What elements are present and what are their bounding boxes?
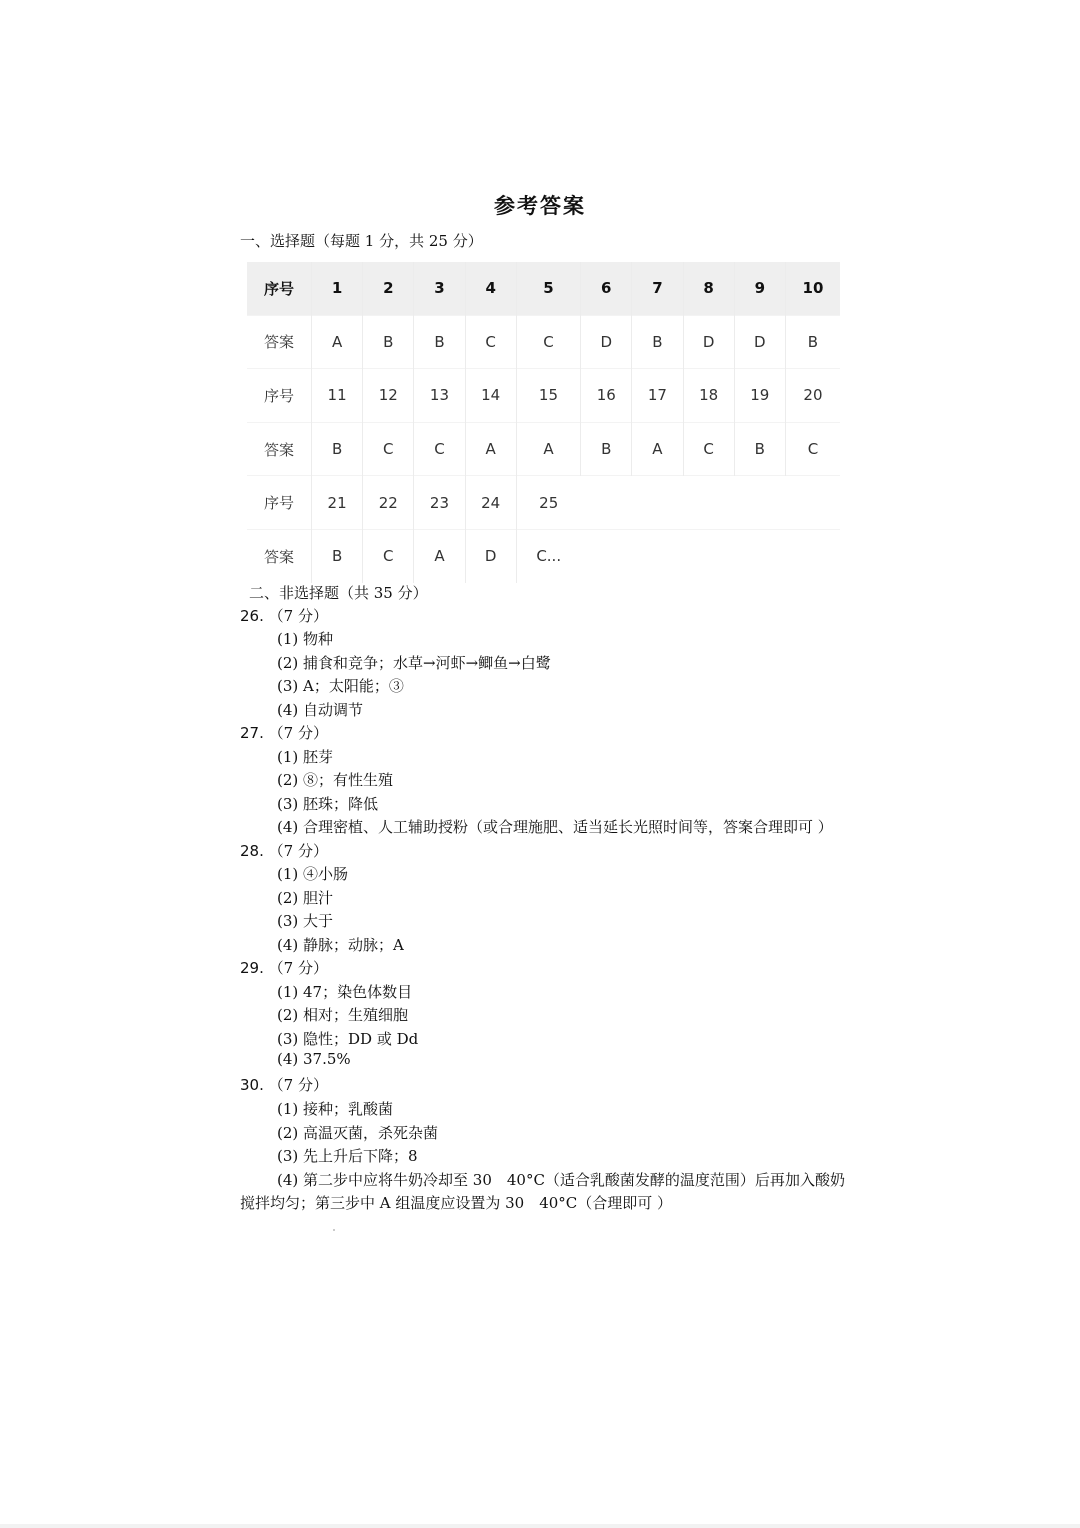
answer-table-row bbox=[247, 369, 840, 423]
table-cell: D bbox=[683, 315, 734, 369]
answer-line: (4) 静脉；动脉；A bbox=[277, 936, 404, 954]
question-number: 29. bbox=[240, 959, 264, 977]
table-cell: A bbox=[632, 422, 683, 476]
table-cell: 22 bbox=[363, 476, 414, 530]
question-number: 26. bbox=[240, 607, 264, 625]
table-cell: C bbox=[785, 422, 840, 476]
table-cell bbox=[785, 529, 840, 582]
answer-line: (2) ⑧；有性生殖 bbox=[277, 771, 394, 789]
question-score: （7 分） bbox=[268, 607, 328, 625]
table-cell: 5 bbox=[516, 262, 580, 315]
answer-line: (3) 先上升后下降；8 bbox=[277, 1147, 418, 1165]
question-score: （7 分） bbox=[268, 842, 328, 860]
table-cell: B bbox=[312, 529, 363, 582]
table-cell: C bbox=[414, 422, 465, 476]
table-cell bbox=[581, 476, 632, 530]
answer-table-row bbox=[247, 529, 840, 582]
question-30-header bbox=[240, 1074, 328, 1095]
answer-line: (1) ④小肠 bbox=[277, 865, 349, 883]
table-cell: 15 bbox=[516, 369, 580, 423]
row-label: 答案 bbox=[247, 529, 312, 582]
answer-line: (4) 37.5% bbox=[277, 1050, 351, 1068]
table-cell: B bbox=[734, 422, 785, 476]
table-cell: 11 bbox=[312, 369, 363, 423]
answer-line-continuation: 搅拌均匀；第三步中 A 组温度应设置为 30 40°C（合理即可 ） bbox=[240, 1194, 673, 1212]
table-cell: 25 bbox=[516, 476, 580, 530]
answer-line: (3) 隐性；DD 或 Dd bbox=[277, 1030, 419, 1048]
table-cell: 7 bbox=[632, 262, 683, 315]
table-cell: 24 bbox=[465, 476, 516, 530]
answer-line: (3) A；太阳能；③ bbox=[277, 677, 404, 695]
table-cell: 18 bbox=[683, 369, 734, 423]
table-cell: B bbox=[785, 315, 840, 369]
table-cell: C bbox=[683, 422, 734, 476]
answer-table-row bbox=[247, 315, 840, 369]
question-29-header bbox=[240, 957, 328, 978]
answer-line: (2) 相对；生殖细胞 bbox=[277, 1006, 409, 1024]
scan-speck bbox=[333, 1229, 335, 1231]
table-cell: 13 bbox=[414, 369, 465, 423]
table-cell: 9 bbox=[734, 262, 785, 315]
row-label: 序号 bbox=[247, 369, 312, 423]
table-cell: A bbox=[465, 422, 516, 476]
answer-line: (2) 胆汁 bbox=[277, 889, 334, 907]
table-cell: 2 bbox=[363, 262, 414, 315]
row-label: 答案 bbox=[247, 315, 312, 369]
table-cell bbox=[632, 529, 683, 582]
page-title: 参考答案 bbox=[494, 193, 586, 218]
question-number: 30. bbox=[240, 1076, 264, 1094]
table-cell: C... bbox=[516, 529, 580, 582]
table-cell: A bbox=[516, 422, 580, 476]
table-cell: B bbox=[312, 422, 363, 476]
answer-line: (3) 大于 bbox=[277, 912, 334, 930]
question-score: （7 分） bbox=[268, 959, 328, 977]
answer-line: (1) 接种；乳酸菌 bbox=[277, 1100, 394, 1118]
answer-line: (4) 第二步中应将牛奶冷却至 30 40°C（适合乳酸菌发酵的温度范围）后再加入酸奶 bbox=[277, 1171, 845, 1189]
table-cell: D bbox=[734, 315, 785, 369]
section2-heading: 二、非选择题（共 35 分） bbox=[249, 584, 428, 602]
answer-table-row bbox=[247, 422, 840, 476]
table-cell: 4 bbox=[465, 262, 516, 315]
row-label: 序号 bbox=[247, 262, 312, 315]
table-cell: 19 bbox=[734, 369, 785, 423]
table-cell: 20 bbox=[785, 369, 840, 423]
table-cell: D bbox=[465, 529, 516, 582]
question-number: 27. bbox=[240, 724, 264, 742]
table-cell bbox=[683, 529, 734, 582]
answer-line: (2) 捕食和竞争；水草→河虾→鲫鱼→白鹭 bbox=[277, 654, 551, 672]
table-cell bbox=[632, 476, 683, 530]
table-cell: 23 bbox=[414, 476, 465, 530]
answer-line: (1) 胚芽 bbox=[277, 748, 334, 766]
table-cell: 6 bbox=[581, 262, 632, 315]
answer-line: (2) 高温灭菌，杀死杂菌 bbox=[277, 1124, 439, 1142]
answer-line: (4) 自动调节 bbox=[277, 701, 364, 719]
answer-table bbox=[247, 262, 840, 583]
answer-line: (3) 胚珠；降低 bbox=[277, 795, 379, 813]
question-number: 28. bbox=[240, 842, 264, 860]
table-cell: 1 bbox=[312, 262, 363, 315]
question-26-header bbox=[240, 605, 328, 626]
table-cell: 12 bbox=[363, 369, 414, 423]
table-cell: 8 bbox=[683, 262, 734, 315]
answer-table-row bbox=[247, 476, 840, 530]
table-cell bbox=[734, 529, 785, 582]
page-bottom-edge bbox=[0, 1524, 1080, 1528]
row-label: 序号 bbox=[247, 476, 312, 530]
row-label: 答案 bbox=[247, 422, 312, 476]
answer-line: (4) 合理密植、人工辅助授粉（或合理施肥、适当延长光照时间等，答案合理即可 ） bbox=[277, 818, 833, 836]
table-cell: D bbox=[581, 315, 632, 369]
question-score: （7 分） bbox=[268, 724, 328, 742]
table-cell: A bbox=[312, 315, 363, 369]
answer-table-row bbox=[247, 262, 840, 315]
table-cell bbox=[785, 476, 840, 530]
table-cell: 16 bbox=[581, 369, 632, 423]
table-cell: 17 bbox=[632, 369, 683, 423]
table-cell: B bbox=[581, 422, 632, 476]
table-cell: B bbox=[632, 315, 683, 369]
table-cell bbox=[683, 476, 734, 530]
table-cell: B bbox=[414, 315, 465, 369]
answer-line: (1) 47；染色体数目 bbox=[277, 983, 413, 1001]
table-cell bbox=[581, 529, 632, 582]
table-cell: 10 bbox=[785, 262, 840, 315]
table-cell: 21 bbox=[312, 476, 363, 530]
question-28-header bbox=[240, 840, 328, 861]
table-cell: C bbox=[516, 315, 580, 369]
question-27-header bbox=[240, 722, 328, 743]
table-cell: 3 bbox=[414, 262, 465, 315]
section1-heading: 一、选择题（每题 1 分，共 25 分） bbox=[240, 232, 483, 250]
table-cell bbox=[734, 476, 785, 530]
table-cell: C bbox=[363, 422, 414, 476]
table-cell: 14 bbox=[465, 369, 516, 423]
table-cell: C bbox=[465, 315, 516, 369]
table-cell: A bbox=[414, 529, 465, 582]
question-score: （7 分） bbox=[268, 1076, 328, 1094]
table-cell: B bbox=[363, 315, 414, 369]
table-cell: C bbox=[363, 529, 414, 582]
answer-line: (1) 物种 bbox=[277, 630, 334, 648]
